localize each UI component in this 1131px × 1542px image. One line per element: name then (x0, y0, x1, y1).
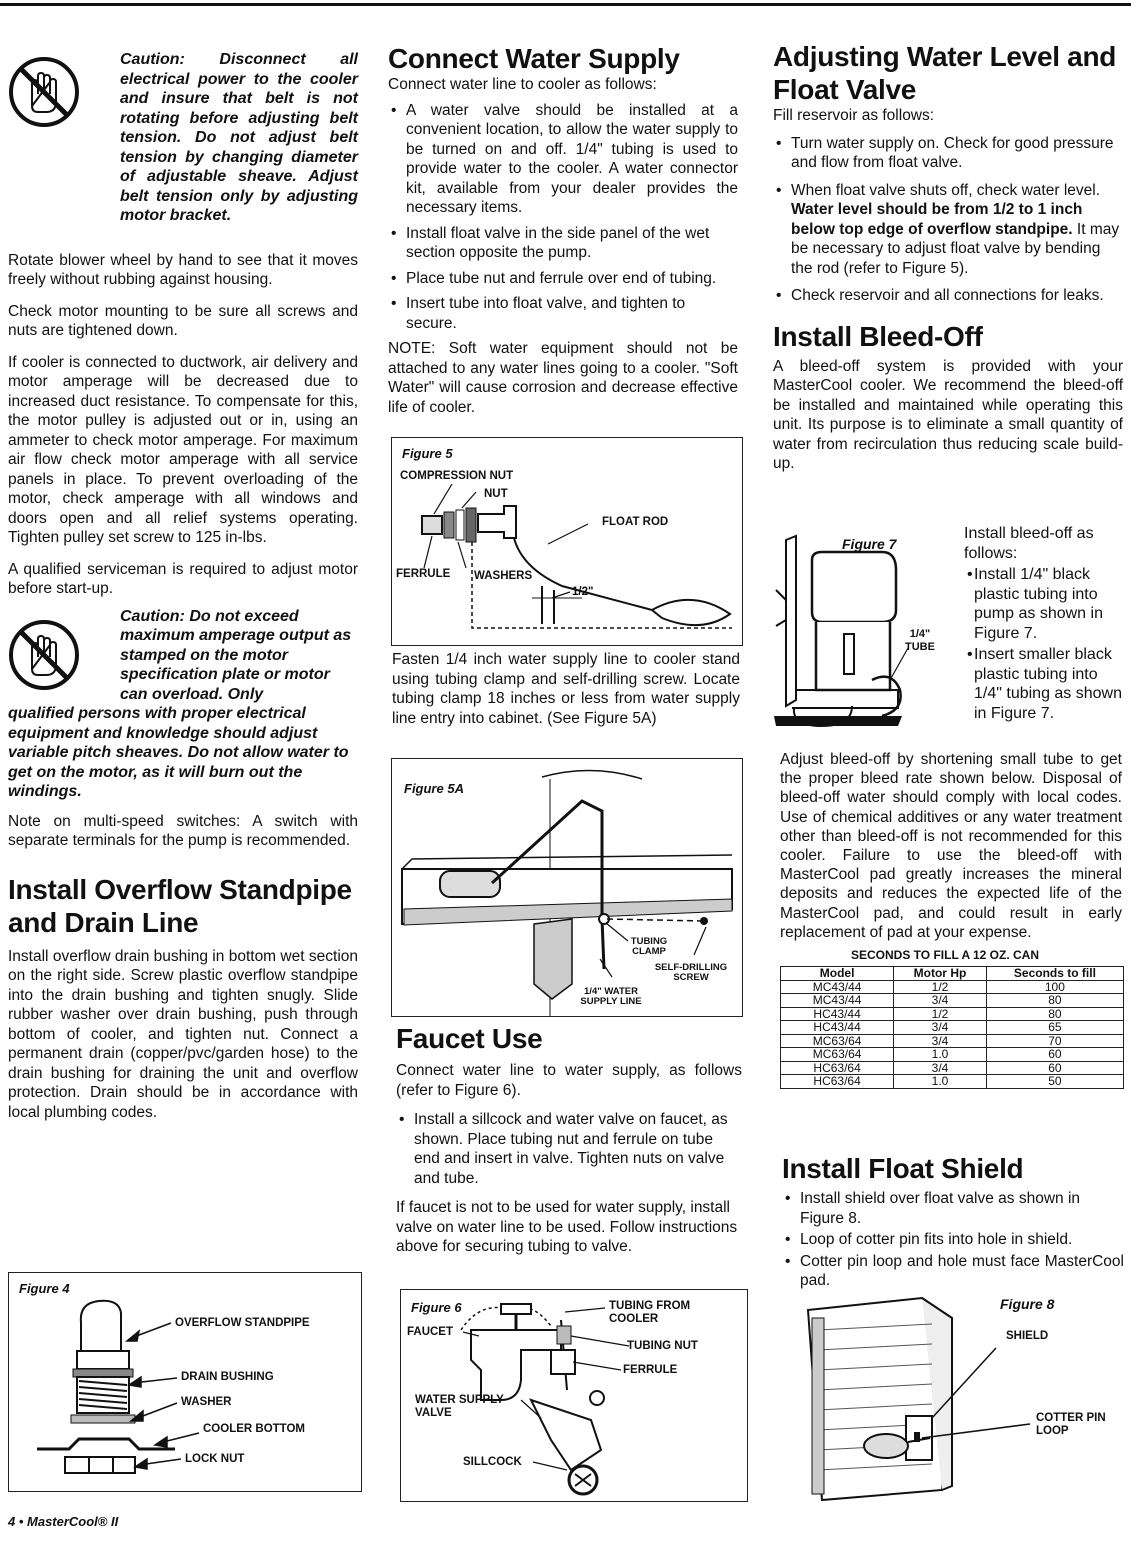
callout-self-drilling-screw: SELF-DRILLING SCREW (654, 962, 728, 983)
callout-ferrule: FERRULE (623, 1364, 678, 1376)
figure-4 (8, 1272, 362, 1492)
table-row (781, 1021, 1124, 1035)
paragraph-overflow: Install overflow drain bushing in bottom wet section on the right side. Screw plastic overflow standpipe into the drain bushing and tighten snugly. Slide rubber washer over drain bushing, push through bottom of cooler, and tighten nut. Connect a permanent drain (copper/pvc/garden hose) to the drain bushing for draining the unit and overflow protection. Drain should be in accordance with local plumbing codes. (8, 947, 358, 1121)
shield-list (782, 1189, 1124, 1291)
list-item: • Install 1/4" black plastic tubing into pump as shown in Figure 7. (964, 565, 1122, 643)
callout-quarter-inch-tube: 1/4" TUBE (905, 628, 935, 653)
fasten-text-block (392, 650, 740, 728)
heading-faucet-use: Faucet Use (396, 1023, 543, 1054)
table-header-cell: Seconds to fill (986, 967, 1123, 981)
callout-compression-nut: COMPRESSION NUT (400, 470, 514, 482)
table-row (781, 1007, 1124, 1021)
bleed-install-block (964, 524, 1122, 723)
callout-nut: NUT (484, 488, 508, 500)
table-cell: 60 (986, 1061, 1123, 1075)
heading-install-float-shield: Install Float Shield (782, 1153, 1024, 1184)
table-cell: MC43/44 (781, 994, 894, 1008)
bleed-paragraph: A bleed-off system is provided with your MasterCool cooler. We recommend the bleed-off be installed and maintained while operating this unit. Its purpose is to eliminate a small quantity of water from recirculation thus reducing scale build-up. (773, 357, 1123, 472)
table-cell: 100 (986, 980, 1123, 994)
note-soft-water: NOTE: Soft water equipment should not be attached to any water lines going to a cooler. "Soft Water" will cause corrosion and decrease effective life of cooler. (388, 340, 738, 416)
list-item: • A water valve should be installed at a convenient location, to allow the water supply to be turned on and off. 1/4" tubing is used to provide water to the cooler. A water connector kit, available from your dealer provides the necessary items. (388, 101, 738, 218)
callout-cotter-pin-loop: COTTER PIN LOOP (1036, 1412, 1106, 1437)
callout-ferrule: FERRULE (396, 568, 451, 580)
table-title: SECONDS TO FILL A 12 OZ. CAN (850, 948, 1040, 963)
table-cell: 1/2 (894, 980, 987, 994)
list-item: • Place tube nut and ferrule over end of tubing. (388, 269, 738, 289)
table-cell: MC63/64 (781, 1034, 894, 1048)
bleed-install-list (964, 565, 1122, 723)
table-cell: 80 (986, 994, 1123, 1008)
list-item-text: When float valve shuts off, check water level. (791, 181, 1101, 199)
heading-install-overflow: Install Overflow Standpipe and Drain Line (8, 873, 352, 938)
table-cell: 1.0 (894, 1048, 987, 1062)
callout-water-supply-valve: WATER SUPPLY VALVE (415, 1394, 504, 1419)
figure-5a (391, 758, 743, 1017)
no-hand-icon (6, 54, 82, 130)
table-cell: HC43/44 (781, 1007, 894, 1021)
table-row (781, 994, 1124, 1008)
figure-7 (772, 530, 962, 750)
callout-tubing-from-cooler: TUBING FROM COOLER (609, 1300, 691, 1325)
heading-install-bleed-off: Install Bleed-Off (773, 320, 983, 352)
water-level-emphasis: Water level should be from 1/2 to 1 inch below top edge of overflow standpipe. (791, 201, 1083, 238)
faucet-intro: Connect water line to water supply, as follows (refer to Figure 6). (396, 1062, 742, 1099)
list-item: • Insert tube into float valve, and tighten to secure. (388, 294, 738, 333)
callout-washer: WASHER (181, 1396, 232, 1408)
bleed-adjust-block (780, 750, 1122, 1089)
callout-water-supply-line: 1/4" WATER SUPPLY LINE (580, 986, 642, 1007)
float-shield-section (782, 1152, 1124, 1291)
table-row (781, 980, 1124, 994)
paragraph-fasten: Fasten 1/4 inch water supply line to cooler stand using tubing clamp and self-drilling screw. Locate tubing clamp 18 inches or less from water supply line entry into cabinet. (See Figure 5A) (392, 651, 740, 727)
caution-amperage: Caution: Do not exceed maximum amperage output as stamped on the motor specification plate or motor can overload. Only (120, 607, 352, 703)
callout-tubing-clamp: TUBING CLAMP (630, 936, 668, 957)
figure-8-drawing (782, 1290, 1128, 1510)
callout-float-rod: FLOAT ROD (602, 516, 669, 528)
list-item-text: It may be necessary to adjust float valve by bending the rod (refer to Figure 5). (791, 220, 1120, 277)
table-cell: HC63/64 (781, 1075, 894, 1089)
figure-8-label: Figure 8 (1000, 1296, 1055, 1312)
list-item: • Turn water supply on. Check for good pressure and flow from float valve. (773, 134, 1123, 173)
fill-rate-table (780, 966, 1124, 1089)
figure-6-label: Figure 6 (411, 1300, 462, 1315)
no-hand-icon (6, 617, 82, 693)
column-right (773, 40, 1123, 474)
callout-faucet: FAUCET (407, 1326, 453, 1338)
faucet-paragraph: If faucet is not to be used for water supply, install valve on water line to be used. Follow instructions above for securing tubing to valve. (396, 1199, 738, 1255)
callout-half-inch: 1/2" (572, 586, 594, 598)
table-cell: 60 (986, 1048, 1123, 1062)
heading-adjusting-water-level: Adjusting Water Level and Float Valve (773, 41, 1117, 105)
callout-sillcock: SILLCOCK (463, 1456, 522, 1468)
list-item: • Check reservoir and all connections for leaks. (773, 286, 1123, 306)
table-cell: 1/2 (894, 1007, 987, 1021)
table-cell: 3/4 (894, 994, 987, 1008)
list-item: • Insert smaller black plastic tubing into 1/4" tubing as shown in Figure 7. (964, 645, 1122, 723)
bleed-install-intro: Install bleed-off as follows: (964, 525, 1094, 562)
table-cell: MC43/44 (781, 980, 894, 994)
figure-5-label: Figure 5 (402, 446, 453, 461)
figure-8 (782, 1290, 1128, 1510)
callout-shield: SHIELD (1006, 1330, 1049, 1342)
connect-list (388, 101, 738, 334)
paragraph-ductwork: If cooler is connected to ductwork, air delivery and motor amperage will be decreased due to increased duct resistance. To compensate for this, the motor pulley is adjusted out or in, using an ammeter to check motor amperage. For maximum air flow check motor amperage with all service panels in place. To prevent overloading of the motor, check amperage with all windows and doors open and all relief systems operating. Tighten pulley set screw to 125 in-lbs. (8, 353, 358, 546)
table-cell: 50 (986, 1075, 1123, 1089)
table-header-row (781, 967, 1124, 981)
table-cell: 3/4 (894, 1021, 987, 1035)
caution-amperage-cont: qualified persons with proper electrical equipment and knowledge should adjust variable pitch sheaves. Do not allow water to get on the motor, as it will burn out the windings. (8, 705, 349, 800)
page-footer: 4 • MasterCool® II (8, 1514, 119, 1529)
callout-cooler-bottom: COOLER BOTTOM (203, 1423, 306, 1435)
paragraph-check-motor: Check motor mounting to be sure all screws and nuts are tightened down. (8, 302, 358, 339)
table-cell: 65 (986, 1021, 1123, 1035)
table-body (781, 980, 1124, 1088)
adjust-list (773, 134, 1123, 306)
column-middle (388, 42, 738, 417)
table-row (781, 1048, 1124, 1062)
figure-7-label: Figure 7 (842, 536, 897, 552)
table-cell: 70 (986, 1034, 1123, 1048)
figure-5a-label: Figure 5A (404, 781, 464, 796)
column-left (8, 46, 358, 1122)
table-row (781, 1075, 1124, 1089)
bleed-adjust-paragraph: Adjust bleed-off by shortening small tube to get the proper bleed rate shown below. Disposal of bleed-off water should comply with local codes. Use of chemical additives or any water treatment other than bleed-off is not recommended for this cooler. Failure to use the bleed-off with MasterCool pad greatly increases the mineral deposits and reduces the expected life of the MasterCool pad, and could result in early replacement of pad at your expense. (780, 751, 1122, 941)
list-item (773, 181, 1123, 279)
callout-tubing-nut: TUBING NUT (627, 1340, 698, 1352)
heading-connect-water: Connect Water Supply (388, 43, 680, 74)
table-cell: 80 (986, 1007, 1123, 1021)
list-item: • Install a sillcock and water valve on faucet, as shown. Place tubing nut and ferrule on tube end and insert in valve. Tighten nuts on valve and tube. (396, 1110, 742, 1188)
list-item: • Loop of cotter pin fits into hole in shield. (782, 1230, 1124, 1250)
figure-6 (400, 1289, 748, 1502)
paragraph-rotate: Rotate blower wheel by hand to see that it moves freely without rubbing against housing. (8, 251, 358, 288)
callout-overflow-standpipe: OVERFLOW STANDPIPE (175, 1317, 310, 1329)
table-row (781, 1034, 1124, 1048)
caution-belt: Caution: Disconnect all electrical power to the cooler and insure that belt is not rotating before adjusting belt tension. Do not adjust belt tension by changing diameter of adjustable sheave. Adjust belt tension only by adjusting motor bracket. (120, 51, 358, 224)
faucet-list (396, 1110, 742, 1188)
table-cell: MC63/64 (781, 1048, 894, 1062)
figure-4-label: Figure 4 (19, 1281, 70, 1296)
paragraph-multispeed: Note on multi-speed switches: A switch with separate terminals for the pump is recommended. (8, 812, 358, 849)
list-item: • Cotter pin loop and hole must face MasterCool pad. (782, 1252, 1124, 1291)
table-cell: HC43/44 (781, 1021, 894, 1035)
figure-5 (391, 437, 743, 646)
callout-washers: WASHERS (474, 570, 533, 582)
callout-lock-nut: LOCK NUT (185, 1453, 245, 1465)
table-header-cell: Motor Hp (894, 967, 987, 981)
paragraph-serviceman: A qualified serviceman is required to adjust motor before start-up. (8, 560, 358, 597)
connect-intro: Connect water line to cooler as follows: (388, 76, 657, 93)
table-row (781, 1061, 1124, 1075)
table-cell: HC63/64 (781, 1061, 894, 1075)
table-cell: 3/4 (894, 1061, 987, 1075)
faucet-section (396, 1022, 742, 1257)
table-cell: 3/4 (894, 1034, 987, 1048)
table-header-cell: Model (781, 967, 894, 981)
top-rule (0, 3, 1131, 6)
list-item: • Install float valve in the side panel of the wet section opposite the pump. (388, 224, 738, 263)
adjust-intro: Fill reservoir as follows: (773, 107, 935, 124)
list-item: • Install shield over float valve as shown in Figure 8. (782, 1189, 1124, 1228)
callout-drain-bushing: DRAIN BUSHING (181, 1371, 274, 1383)
table-cell: 1.0 (894, 1075, 987, 1089)
